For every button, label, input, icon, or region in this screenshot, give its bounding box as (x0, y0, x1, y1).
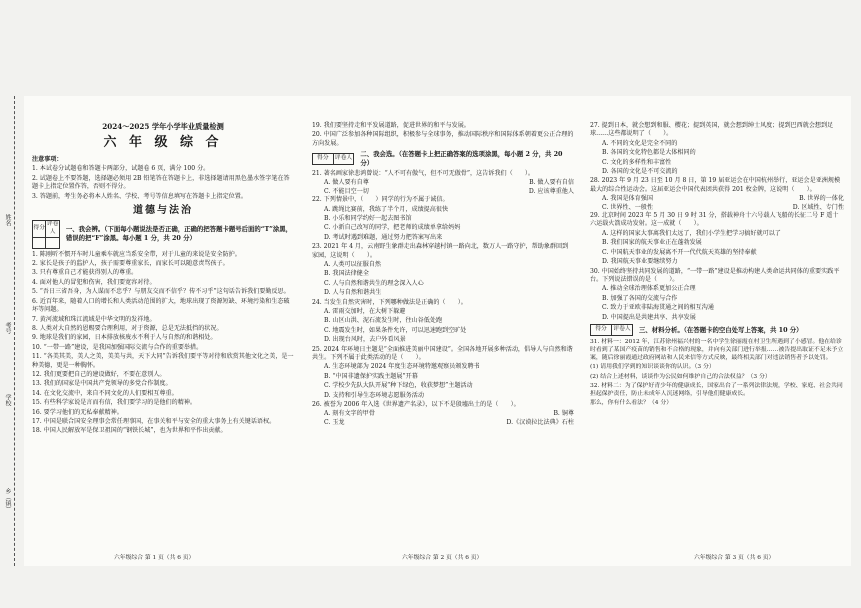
page-3-footer: 六年级综合 第 3 页（共 6 页） (694, 555, 775, 561)
option: D. 支持和引导生态环境志愿服务活动 (324, 391, 424, 399)
question: 9. 地球是我们的家园，日本排放核废水不利于人与自然的和谐相处。 (32, 334, 217, 342)
option: B. 各国的文化特色都是大体相同的 (602, 149, 696, 157)
question: 23. 2021 年 4 月，云南野生象群走出森林穿越村镇一路向北，数万人一路守护，帮助象群回到家园，这说明（ ）。 (312, 243, 569, 259)
question: 7. 黄河流域和珠江流域是中华文明的发祥地。 (32, 315, 156, 323)
score-blank (33, 237, 46, 248)
option: B. 铜尊 (553, 410, 574, 418)
option: D. 我国航天事业要继续努力 (602, 258, 678, 266)
town-label: 乡（镇） (4, 488, 11, 512)
option: B. 我国法律健全 (324, 270, 369, 278)
exam-sheet (24, 96, 851, 566)
option: B. “中国非遗保护实践主题展”开幕 (324, 372, 418, 380)
question: 4. 面对他人的冒犯和伤害，我们要宽容对待。 (32, 278, 156, 286)
page-1 (32, 96, 294, 437)
option: A. 雷雨交加时，在大树下躲避 (324, 307, 406, 315)
question: 8. 人类对大自然的恩赐要合理利用，对于资源，总是无法抵挡的状况。 (32, 324, 223, 332)
option: D. 各国的文化是不可交流的 (602, 168, 678, 176)
name-label: 姓名 (4, 214, 11, 226)
question: 1. 陈刚听不惯开车时儿童乘车就应当系安全带，对于儿童的来说是安全防护。 (32, 250, 241, 258)
option: D. 区域性、专门性 (792, 203, 844, 211)
option: C. 中国航天事业的发展离不开一代代航天英雄的坚持奉献 (602, 248, 757, 256)
sub-question: 那么，你有什么看法？（4 分） (590, 399, 673, 406)
option: D. 中国提出是共建共享、共享发展 (602, 313, 696, 321)
question: 2. 家长是孩子的监护人，孩子需要尊重家长，而家长可以随意责骂孩子。 (32, 260, 229, 268)
option: A. 推动全球治理体系更加公正合理 (602, 285, 696, 293)
option: C. 文化的多样性和丰富性 (602, 158, 672, 166)
part-3-instructions: 三、材料分析。（在答题卡的空白处写上答案，共 10 分） (639, 325, 803, 334)
note-item: 3. 答题前，考生务必将本人姓名、学校、考号等信息填写在答题卡上指定位置。 (32, 192, 247, 200)
school-label: 学校 (4, 394, 11, 406)
grader-cell: 评卷人 (333, 154, 354, 165)
question: 22. 下列情景中，（ ）同学的行为不属于诚信。 (312, 196, 449, 204)
question: 27. 提到日本，就会想到和服、樱花；提到英国，就会想到绅士风度；提到巴西就会想到足球……这些都说明了（ ）。 (590, 122, 834, 138)
option: D. 出现台风时，去户外看风景 (324, 336, 406, 344)
score-box (32, 220, 60, 249)
question: 14. 在文化交流中，来自不同文化的人们要相互尊重。 (32, 389, 178, 397)
option: A. 这样的国家大事离我们太远了，我们小学生把学习搞好就可以了 (602, 229, 781, 237)
note-item: 1. 本试卷分试题卷和答题卡两部分，试题卷 6 页，满分 100 分。 (32, 165, 210, 173)
question: 10. “一带一路”建设，是我国加强国际交流与合作的重要举措。 (32, 343, 203, 351)
material-1: 31. 材料一：2012 年，江苏徐州福兴村的一名中学生徐丽霞在村卫生所遇到了小感冒。他在给诊时看到了某国产疫苗的销售和不合格的现象，并向有关部门进行举报……被告提出取证不足未予立案，随后徐丽霞通过政府网站和人民来信等方式反映，最终相关部门对违法销售者予以处罚。 (590, 338, 844, 362)
part-1-instructions: 一、我会辨。（下面每小题说法是否正确，正确的把答题卡题号后面的“T”涂黑，错误的把“F”涂黑。每小题 1 分，共 20 分） (65, 225, 293, 243)
exam-number-label: 考号 (4, 322, 11, 334)
question: 15. 有些科学家说是言而有信，我们要学习的是他们的精神。 (32, 399, 196, 407)
sub-question: (1) 请用我们学到的知识谈谈你的认识。（3 分） (590, 364, 715, 371)
question: 11. “各美其美，美人之美，美美与共，天下大同”告诉我们要平等对待和欣赏其他文化之美，是一种美德，更是一种胸怀。 (32, 353, 294, 369)
question: 21. 著名画家徐悲鸿曾说：“人不可有傲气，但不可无傲骨”，这告诉我们（ ）。 (312, 169, 534, 177)
score-box-row (312, 150, 574, 168)
option: A. 跳绳比赛前，我练了半个月，成绩提高很快 (324, 205, 449, 213)
option: C. 致力于亚欧非陆海贯通之间的相互沟通 (602, 304, 714, 312)
page-2-footer: 六年级综合 第 2 页（共 6 页） (402, 555, 483, 561)
question: 16. 要学习他们的无私奉献精神。 (32, 408, 123, 416)
question: 28. 2023 年 9 月 23 日至 10 月 8 日，第 19 届亚运会在中国杭州举行，亚运会是亚洲规模最大的综合性运动会。这届亚运会中国代表团共获得 201 枚金牌，这说明（ ）。 (590, 177, 841, 193)
page-1-footer: 六年级综合 第 1 页（共 6 页） (114, 555, 195, 561)
score-box-row (32, 220, 294, 249)
option: D.《汉谟拉比法典》石柱 (506, 418, 574, 426)
material-2: 32. 材料二：为了保护好青少年的健康成长，国家出台了一系列法律法规，学校、家庭、社会共同担起保护责任，防止未成年人沉迷网络，引导他们健康成长。 (590, 382, 843, 397)
binding-margin (0, 96, 24, 566)
option: A. 做人要有自尊 (324, 179, 369, 187)
page-2 (312, 122, 574, 427)
score-box (312, 153, 354, 165)
question: 5. “吾日三省吾身，为人谋而不忠乎？与朋友交而不信乎？传不习乎”这句话告诉我们要勤反思。 (32, 288, 290, 296)
question: 26. 被誉为 2006 年入选《世界遗产名录》，以下不是殷墟出土的是（ ）。 (312, 401, 520, 409)
score-cell: 得分 (33, 220, 46, 237)
option: B. 小乐和同学约好一起去图书馆 (324, 214, 412, 222)
part-2-instructions: 二、我会选。（在答题卡上把正确答案的选项涂黑，每小题 2 分，共 20 分） (360, 150, 563, 168)
option: C. 人与自然和谐共生的理念深入人心 (324, 279, 424, 287)
option: B. 世界的一体化 (799, 195, 844, 203)
option: B. 我们国家的航天事业正在蓬勃发展 (602, 239, 702, 247)
score-cell: 得分 (591, 324, 612, 335)
note-item: 2. 试题卷上不要答题，选择题必须用 2B 铅笔答在答题卡上，非选择题请用黑色墨水签字笔在答题卡上指定位置作答，否则不得分。 (32, 174, 290, 191)
section-title: 道德与法治 (133, 204, 193, 216)
question: 6. 近百年来，随着人口的增长和人类活动范围的扩大，地球出现了资源短缺、环境污染和生态破坏等问题。 (32, 297, 290, 314)
option: D. 人与自然和谐共生 (324, 289, 382, 297)
option: A. 刻有文字的甲骨 (324, 410, 375, 418)
option: D. 应该尊重他人 (528, 187, 574, 195)
option: C. 玉龙 (324, 418, 345, 426)
option: C. 不能目空一切 (324, 187, 369, 195)
question: 29. 北京时间 2023 年 5 月 30 日 9 时 31 分，搭载神舟十六号载人飞船的长征二号 F 遥十六运载火箭成功发射。这一成就（ ）。 (590, 212, 839, 228)
option: A. 生态环境部为 2024 年度生态环境特邀观察员颁发聘书 (324, 363, 480, 371)
option: A. 不同的文化是完全不同的 (602, 139, 678, 147)
question: 3. 只有尊重自己才能获得别人的尊重。 (32, 269, 138, 277)
question: 25. 2024 年环境日主题是“全面推进美丽中国建设”。全国各地开展多种活动，倡导人与自然和谐共生。下列不属于此类活动的是（ ）。 (312, 345, 573, 361)
exam-year: 2024～2025 学年小学毕业质量检测 (102, 122, 224, 131)
sub-question: (2) 结合上述材料，谈谈作为公民如何维护自己的合法权益？（3 分） (590, 373, 771, 380)
option: C. 世界性、一般性 (602, 203, 653, 211)
grader-blank (46, 237, 59, 248)
score-cell: 得分 (313, 154, 334, 165)
option: B. 加强了各国的交流与合作 (602, 294, 678, 302)
question: 13. 我们的国家是中国共产党领导的多党合作制度。 (32, 380, 172, 388)
question: 12. 我们更要把自己的建设做好，不要在意别人。 (32, 370, 166, 378)
question: 18. 中国人民解放军是保卫祖国的“钢铁长城”，也为世界和平作出贡献。 (32, 427, 227, 435)
grader-cell: 评卷人 (46, 220, 59, 237)
option: C. 地震发生时，如果条件允许，可以迅速跑到空旷处 (324, 326, 467, 334)
option: A. 我国是体育强国 (602, 195, 653, 203)
option: D. 考试时遇到难题，通过努力把答案写出来 (324, 233, 443, 241)
option: B. 山区山洪、泥石流发生时，往山谷低处跑 (324, 317, 443, 325)
score-box-row (590, 324, 844, 336)
score-box (590, 324, 633, 336)
cut-line (14, 96, 15, 566)
question: 19. 我们要坚持走和平发展道路，促进世界的和平与发展。 (312, 122, 470, 129)
page-3 (590, 122, 844, 408)
question: 17. 中国是联合国安全理事会常任理事国，在事关和平与安全的重大事务上有关键话语权。 (32, 417, 276, 425)
option: C. 小新自己改写的同学，把老师的成绩单拿给妈妈 (324, 224, 461, 232)
exam-title: 六 年 级 综 合 (103, 134, 223, 150)
grader-cell: 评卷人 (612, 324, 633, 335)
option: A. 人类可以征服自然 (324, 260, 382, 268)
question: 24. 当发生自然灾害时，下列哪种做法是正确的（ ）。 (312, 298, 467, 306)
option: B. 做人要有自信 (529, 179, 574, 187)
option: C. 学校少先队大队开展“种下绿色，收获梦想”主题活动 (324, 382, 473, 390)
question: 20. 中国广泛参加各种国际组织，积极参与全球事务，推动国际秩序和国际体系朝着更公正合理的方向发展。 (312, 131, 574, 147)
notes-heading: 注意事项： (32, 155, 63, 163)
question: 30. 中国始终坚持共同发展的道路，“一带一路”建设是推动构建人类命运共同体的重要实践平台。下列说法错误的是（ ）。 (590, 267, 840, 283)
